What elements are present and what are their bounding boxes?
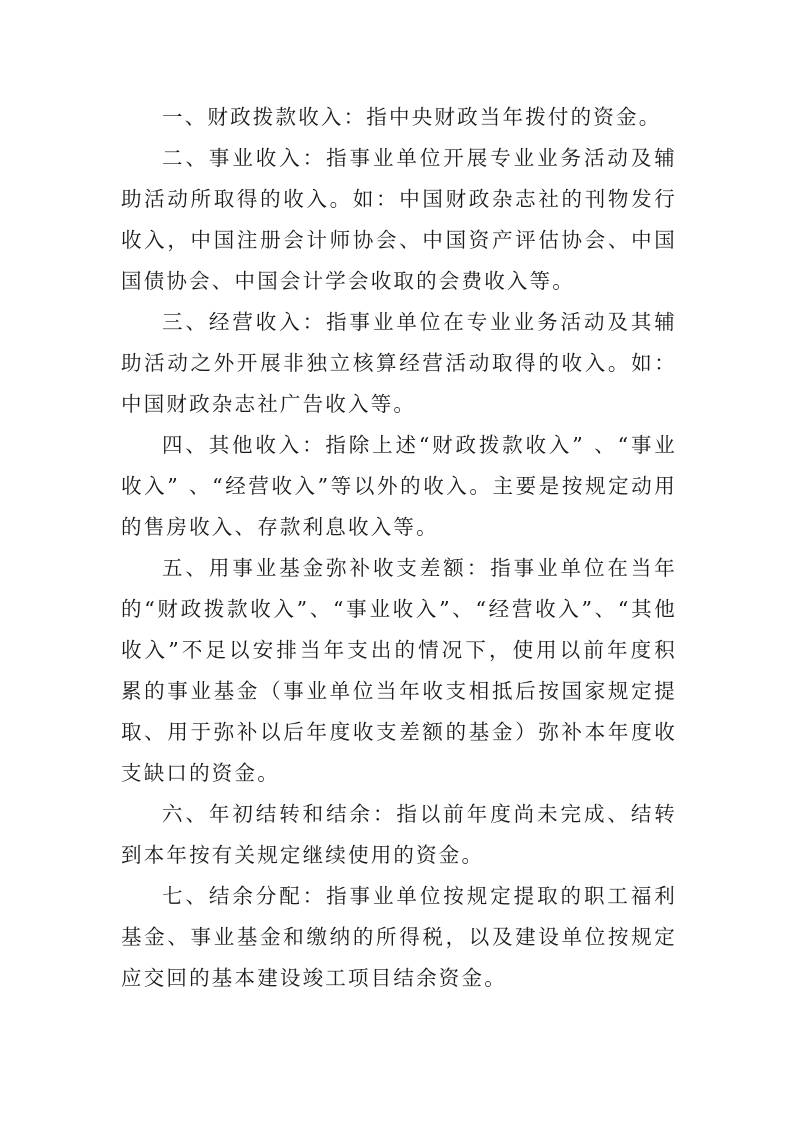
paragraph-fiscal-appropriation-income: 一、财政拨款收入：指中央财政当年拨付的资金。 xyxy=(162,105,662,129)
paragraph-business-fund-offset: 五、用事业基金弥补收支差额：指事业单位在当年的“财政拨款收入”、“事业收入”、“经营收入”、“其他收入”不足以安排当年支出的情况下，使用以前年度积累的事业基金（事业单位当年收支相抵后按国家规定提取、用于弥补以后年度收支差额的基金）弥补本年度收支缺口的资金。 xyxy=(121,556,677,785)
paragraph-business-income: 二、事业收入：指事业单位开展专业业务活动及辅助活动所取得的收入。如：中国财政杂志社的刊物发行收入，中国注册会计师协会、中国资产评估协会、中国国债协会、中国会计学会收取的会费收入等。 xyxy=(121,146,677,293)
paragraph-carryover-balance: 六、年初结转和结余：指以前年度尚未完成、结转到本年按有关规定继续使用的资金。 xyxy=(121,802,677,867)
paragraph-surplus-distribution: 七、结余分配：指事业单位按规定提取的职工福利基金、事业基金和缴纳的所得税，以及建设单位按规定应交回的基本建设竣工项目结余资金。 xyxy=(121,884,677,990)
paragraph-other-income: 四、其他收入：指除上述“财政拨款收入” 、“事业收入” 、“经营收入”等以外的收入。主要是按规定动用的售房收入、存款利息收入等。 xyxy=(121,433,677,539)
paragraph-operating-income: 三、经营收入：指事业单位在专业业务活动及其辅助活动之外开展非独立核算经营活动取得的收入。如：中国财政杂志社广告收入等。 xyxy=(121,310,677,416)
document-body xyxy=(121,97,677,999)
